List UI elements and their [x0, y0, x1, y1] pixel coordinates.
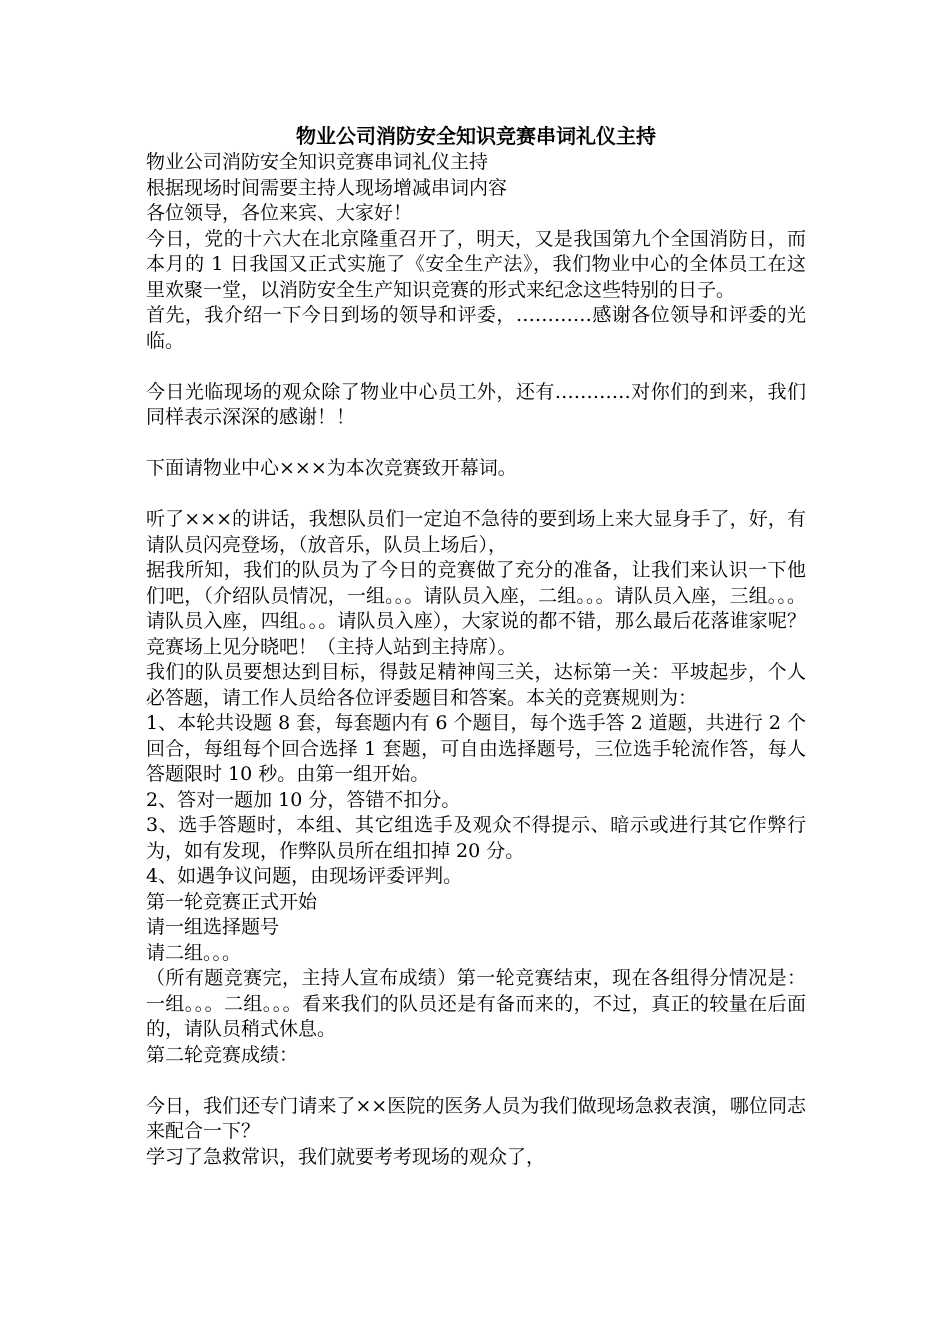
body-paragraph: 今日，党的十六大在北京隆重召开了，明天，又是我国第九个全国消防日，而本月的 1 日我国又正式实施了《安全生产法》，我们物业中心的全体员工在这里欢聚一堂，以消防安全生产知识竞赛的形式来纪念这些特别的日子。: [146, 227, 806, 301]
body-paragraph: （所有题竞赛完，主持人宣布成绩）第一轮竞赛结束，现在各组得分情况是：一组。。。二组。。。看来我们的队员还是有备而来的，不过，真正的较量在后面的，请队员稍式休息。: [146, 967, 806, 1040]
body-paragraph: 据我所知，我们的队员为了今日的竞赛做了充分的准备，让我们来认识一下他们吧，（介绍队员情况，一组。。。请队员入座，二组。。。请队员入座，三组。。。请队员入座，四组。。。请队员入座），大家说的都不错，那么最后花落谁家呢？竞赛场上见分晓吧！（主持人站到主持席）。: [146, 559, 806, 658]
blank-line: [146, 354, 806, 380]
body-paragraph: 我们的队员要想达到目标，得鼓足精神闯三关，达标第一关：平坡起步，个人必答题，请工作人员给各位评委题目和答案。本关的竞赛规则为：: [146, 661, 806, 709]
document-title: 物业公司消防安全知识竞赛串词礼仪主持: [296, 124, 656, 148]
blank-line: [146, 1068, 806, 1094]
body-paragraph: 听了×××的讲话，我想队员们一定迫不急待的要到场上来大显身手了，好，有请队员闪亮登场，（放音乐，队员上场后），: [146, 508, 806, 556]
body-paragraph: 学习了急救常识，我们就要考考现场的观众了，: [146, 1145, 546, 1168]
body-paragraph: 1、本轮共设题 8 套，每套题内有 6 个题目，每个选手答 2 道题，共进行 2 个回合，每组每个回合选择 1 套题，可自由选择题号，三位选手轮流作答，每人答题限时 10 秒。由第一组开始。: [146, 712, 806, 785]
document-body: [146, 150, 806, 1170]
body-paragraph: 请一组选择题号: [146, 916, 280, 938]
body-paragraph: 3、选手答题时，本组、其它组选手及观众不得提示、暗示或进行其它作弊行为，如有发现，作弊队员所在组扣掉 20 分。: [146, 814, 806, 862]
body-paragraph: 请二组。。。: [146, 941, 242, 964]
body-paragraph: 第二轮竞赛成绩：: [146, 1043, 299, 1066]
document-page: [146, 122, 806, 1170]
body-paragraph: 根据现场时间需要主持人现场增减串词内容: [146, 176, 508, 199]
body-paragraph: 第一轮竞赛正式开始: [146, 890, 318, 913]
blank-line: [146, 482, 806, 508]
body-paragraph: 首先，我介绍一下今日到场的领导和评委，…………感谢各位领导和评委的光临。: [146, 304, 806, 352]
body-paragraph: 4、如遇争议问题，由现场评委评判。: [146, 865, 463, 887]
body-paragraph: 今日，我们还专门请来了××医院的医务人员为我们做现场急救表演，哪位同志来配合一下？: [146, 1094, 806, 1142]
body-paragraph: 下面请物业中心×××为本次竞赛致开幕词。: [146, 457, 517, 479]
blank-line: [146, 431, 806, 457]
body-paragraph: 今日光临现场的观众除了物业中心员工外，还有…………对你们的到来，我们同样表示深深的感谢！！: [146, 380, 806, 428]
body-paragraph: 物业公司消防安全知识竞赛串词礼仪主持: [146, 151, 489, 173]
body-paragraph: 各位领导，各位来宾、大家好！: [146, 202, 413, 224]
body-paragraph: 2、答对一题加 10 分，答错不扣分。: [146, 788, 461, 811]
